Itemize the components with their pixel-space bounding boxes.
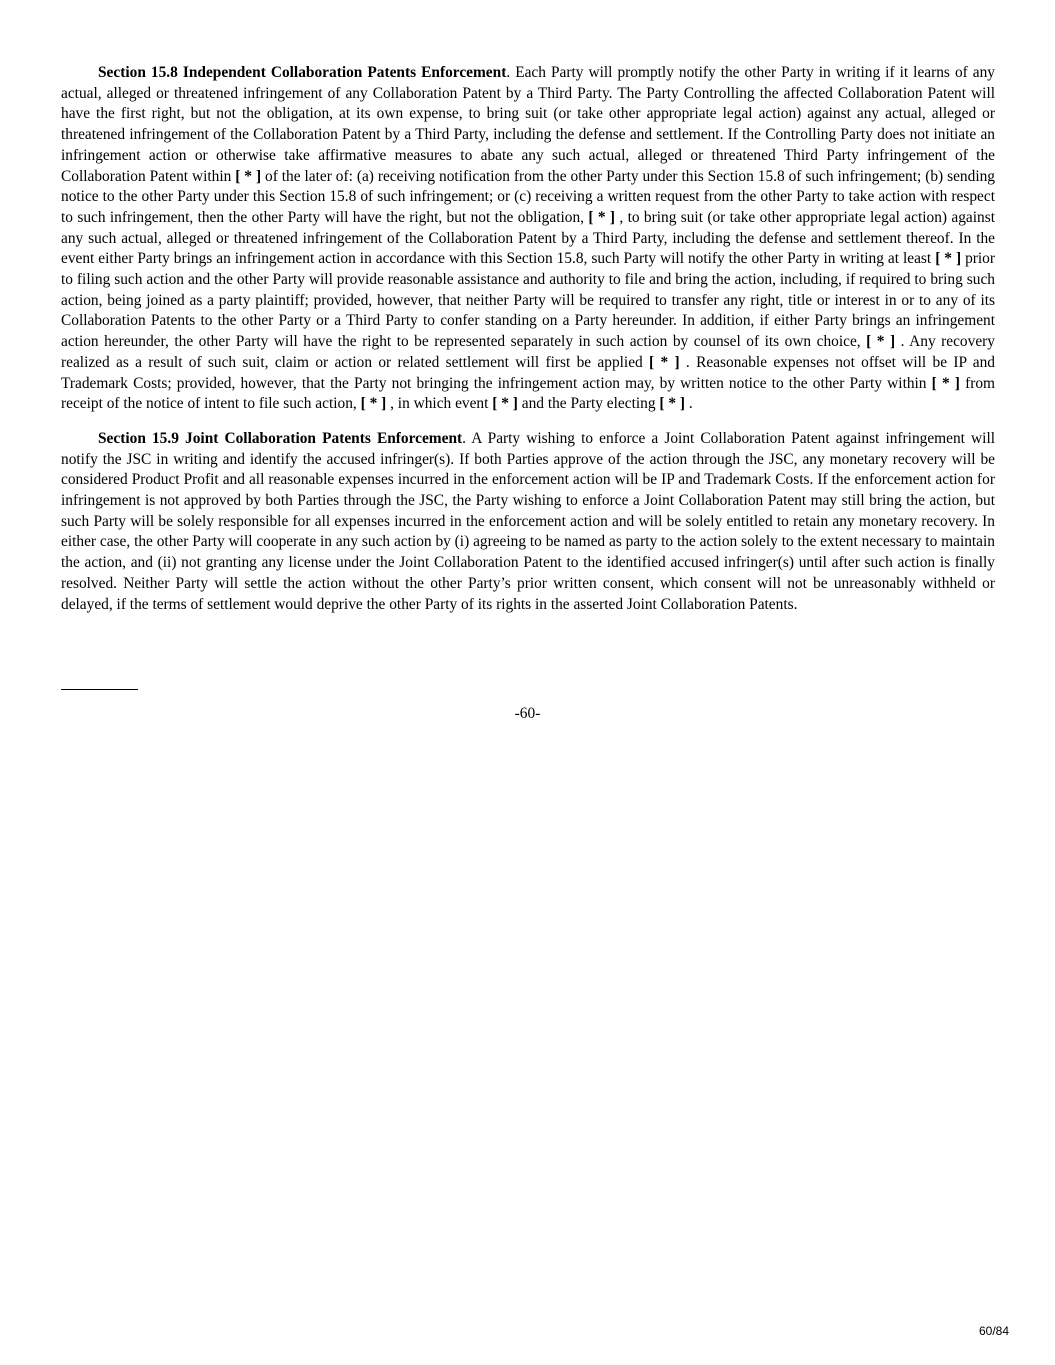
section-15-9-heading: Section 15.9 Joint Collaboration Patents Enforcement (98, 429, 463, 447)
section-15-9-paragraph (61, 429, 995, 615)
section-15-8-text: . (685, 395, 693, 413)
redaction-marker: [ * ] (866, 333, 896, 351)
section-15-8-text: , in which event (386, 395, 493, 413)
redaction-marker: [ * ] (659, 395, 686, 413)
document-body (61, 63, 995, 629)
redaction-marker: [ * ] (649, 353, 680, 371)
section-15-8-text: . Each Party will promptly notify the other Party in writing if it learns of any actual, alleged or threatened infringement of any Collaboration Patent by a Third Party. The Party Controlling the affected Collaboration Patent will have the first right, but not the obligation, at its own expense, to bring suit (or take other appropriate legal action) against any actual, alleged or threatened infringement of the Collaboration Patent by a Third Party, including the defense and settlement. If the Controlling Party does not initiate an infringement action or otherwise take affirmative measures to abate any such actual, alleged or threatened Third Party infringement of the Collaboration Patent within (61, 64, 996, 185)
page-number: -60- (514, 705, 541, 722)
section-15-8-text: of the later of: (a) receiving notification from the other Party under this Section 15.8 of such infringement; (b) sending notice to the other Party under this Section 15.8 of such infringement; or (c) receiving a written request from the other Party to take action with respect to such infringement, then the other Party will have the right, but not the obligation, (61, 167, 995, 226)
redaction-marker: [ * ] (935, 250, 962, 268)
section-15-8-text: , to bring suit (or take other appropriate legal action) against any such actual, alleged or threatened infringement of the Collaboration Patent by a Third Party, including the defense and settlement thereof. In the event either Party brings an infringement action in accordance with this Section 15.8, such Party will notify the other Party in writing at least (61, 208, 995, 268)
section-15-8-text: . Any recovery realized as a result of such suit, claim or action or related settlement will first be applied (61, 333, 995, 371)
redaction-marker: [ * ] (235, 167, 262, 185)
section-15-8-heading: Section 15.8 Independent Collaboration Patents Enforcement (98, 64, 507, 81)
page-counter: 60/84 (978, 1324, 1009, 1338)
section-15-8-text: . Reasonable expenses not offset will be IP and Trademark Costs; provided, however, that the Party not bringing the infringement action may, by written notice to the other Party within (61, 353, 995, 392)
redaction-marker: [ * ] (360, 395, 387, 413)
section-15-8-text: from receipt of the notice of intent to file such action, (61, 374, 995, 413)
redaction-marker: [ * ] (588, 208, 616, 226)
redaction-marker: [ * ] (931, 374, 960, 392)
footnote-rule (61, 689, 138, 690)
redaction-marker: [ * ] (492, 395, 518, 413)
section-15-8-text: prior to filing such action and the other Party will provide reasonable assistance and authority to file and bring the action, including, if required to bring such action, being joined as a party plaintiff; provided, however, that neither Party will be required to transfer any right, title or interest in or to any of its Collaboration Patents to the other Party or a Third Party to confer standing on a Party hereunder. In addition, if either Party brings an infringement action hereunder, the other Party will have the right to be represented separately in such action by counsel of its own choice, (61, 250, 995, 351)
section-15-9-text: . A Party wishing to enforce a Joint Collaboration Patent against infringement will notify the JSC in writing and identify the accused infringer(s). If both Parties approve of the action through the JSC, any monetary recovery will be considered Product Profit and all reasonable expenses incurred in the enforcement action will be IP and Trademark Costs. If the enforcement action for infringement is not approved by both Parties through the JSC, the Party wishing to enforce a Joint Collaboration Patent may still bring the action, but such Party will be solely responsible for all expenses incurred in the enforcement action and will be solely entitled to retain any monetary recovery. In either case, the other Party will cooperate in any such action by (i) agreeing to be named as party to the action solely to the extent necessary to maintain the action, and (ii) not granting any license under the Joint Collaboration Patent to the identified accused infringer(s) until after such action is finally resolved. Neither Party will settle the action without the other Party’s prior written consent, which consent will not be unreasonably withheld or delayed, if the terms of settlement would deprive the other Party of its rights in the asserted Joint Collaboration Patents. (61, 429, 995, 613)
section-15-8-paragraph (61, 63, 995, 415)
section-15-8-text: and the Party electing (517, 395, 660, 413)
